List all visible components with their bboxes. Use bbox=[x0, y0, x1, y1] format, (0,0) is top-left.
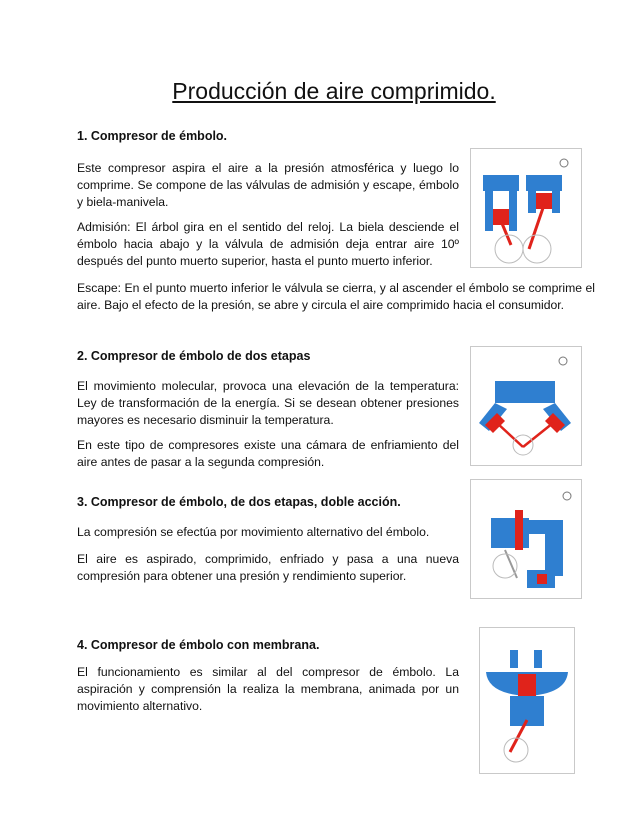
section-1-paragraph-1: Este compresor aspira el aire a la presión atmosférica y luego lo comprime. Se compone de las válvulas de admisión y escape, émbolo y biela-manivela. bbox=[77, 161, 459, 209]
section-2-heading: 2. Compresor de émbolo de dos etapas bbox=[77, 349, 311, 363]
section-2-paragraph-1: El movimiento molecular, provoca una elevación de la temperatura: Ley de transformación de la energía. Si se desean obtener presiones mayores es necesario disminuir la temperatura. bbox=[77, 379, 459, 427]
section-2-paragraph-2: En este tipo de compresores existe una cámara de enfriamiento del aire antes de pasar a la segunda compresión. bbox=[77, 438, 459, 469]
section-4-paragraph-1: El funcionamiento es similar al del compresor de émbolo. La aspiración y comprensión la realiza la membrana, animada por un movimiento alternativo. bbox=[77, 665, 459, 713]
membrane-compressor-figure bbox=[479, 627, 575, 774]
section-3-heading: 3. Compresor de émbolo, de dos etapas, doble acción. bbox=[77, 495, 401, 509]
section-1-paragraph-3: Escape: En el punto muerto inferior le válvula se cierra, y al ascender el émbolo se comprime el aire. Bajo el efecto de la presión, se abre y circula el aire comprimido hacia el consumidor. bbox=[77, 281, 595, 312]
section-4-heading: 4. Compresor de émbolo con membrana. bbox=[77, 638, 320, 652]
section-1-heading: 1. Compresor de émbolo. bbox=[77, 129, 228, 143]
page-title: Producción de aire comprimido. bbox=[172, 78, 496, 104]
section-1-paragraph-2: Admisión: El árbol gira en el sentido del reloj. La biela desciende el émbolo hacia abajo y la válvula de admisión deja entrar aire 10º después del punto muerto superior, hasta el punto muerto inferior. bbox=[77, 220, 459, 268]
section-3-paragraph-2: El aire es aspirado, comprimido, enfriado y pasa a una nueva compresión para obtener una presión y rendimiento superior. bbox=[77, 552, 459, 583]
double-action-compressor-figure bbox=[470, 479, 582, 599]
section-3-paragraph-1: La compresión se efectúa por movimiento alternativo del émbolo. bbox=[77, 525, 430, 539]
piston-compressor-figure bbox=[470, 148, 582, 268]
two-stage-compressor-figure bbox=[470, 346, 582, 466]
